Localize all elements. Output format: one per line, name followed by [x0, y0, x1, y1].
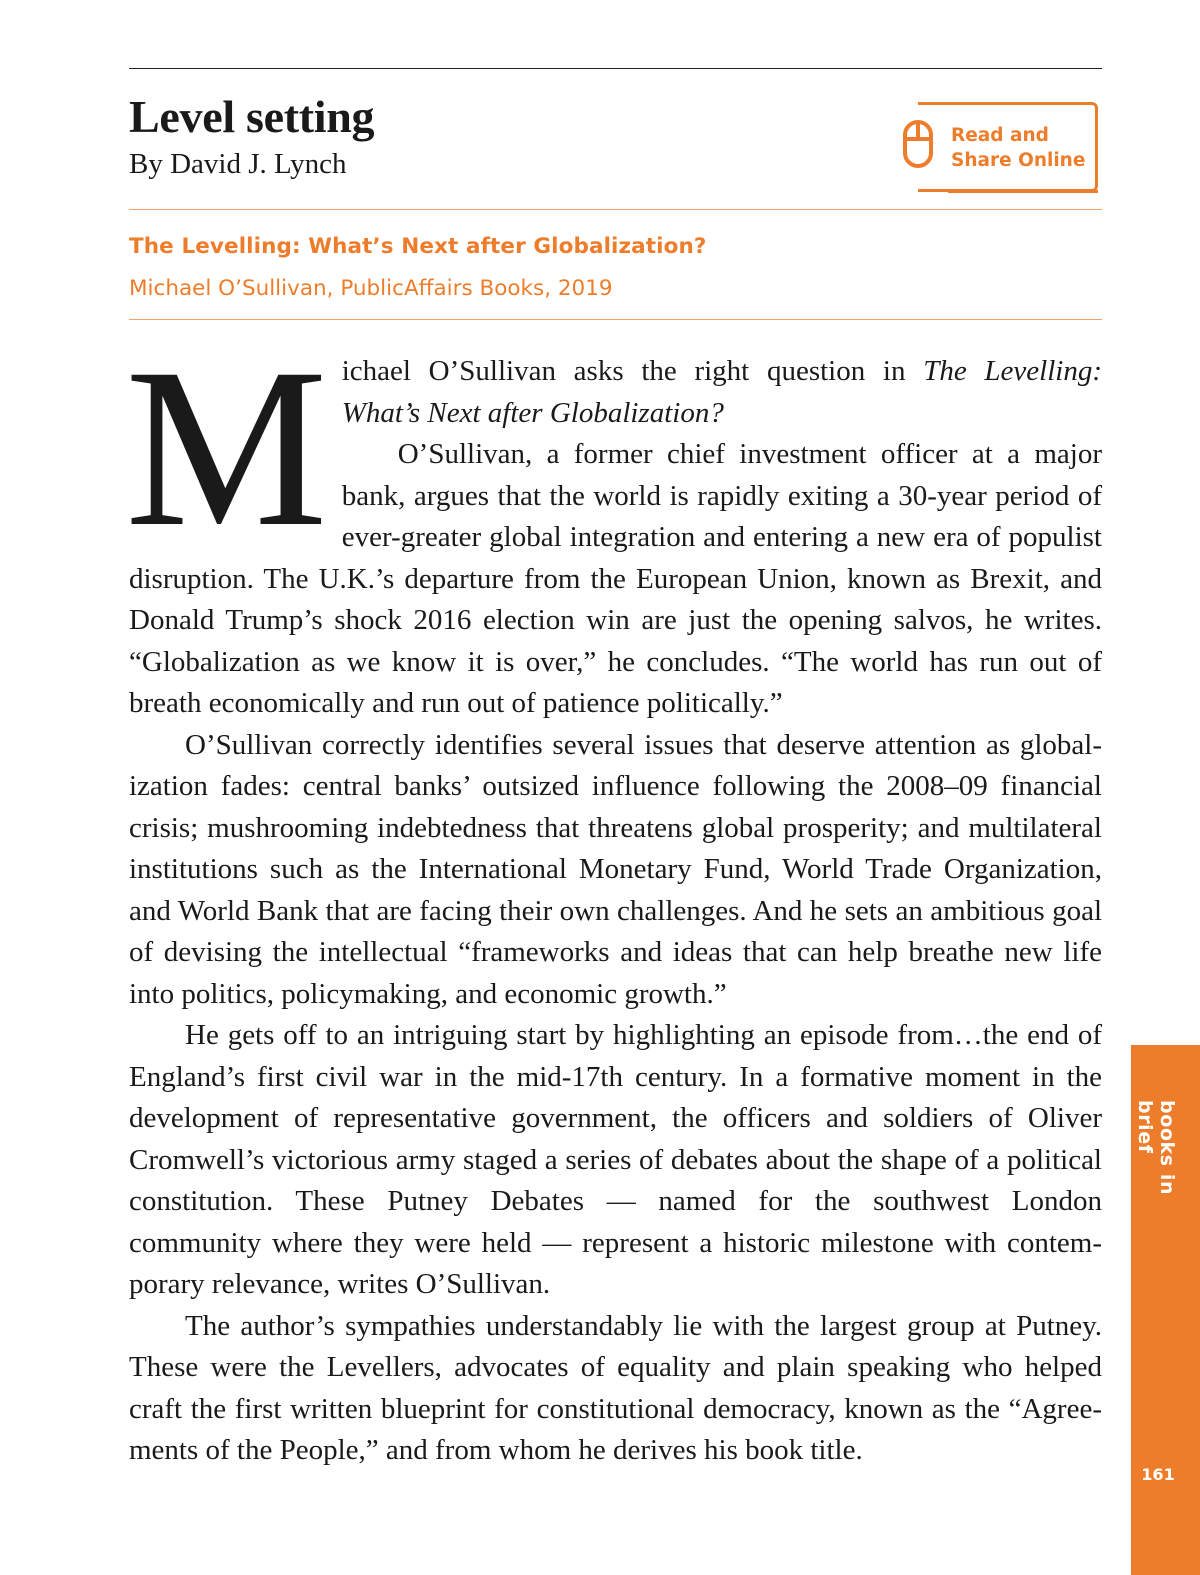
- paragraph-1-text: ichael O’Sullivan asks the right question in: [341, 355, 924, 387]
- mouse-icon: [902, 119, 934, 171]
- paragraph-3: O’Sullivan correctly identifies several issues that deserve attention as globalization fades: central banks’ outsized influence following the 2008–09 financial crisis; mushrooming indebtedness that threatens global prosperity; and multilateral institutions such as the International Monetary Fund, World Trade Organization, and World Bank that are facing their own challenges. And he sets an ambitious goal of devising the intellectual “frameworks and ideas that can help breathe new life into politics, policymaking, and economic growth.”: [129, 728, 1102, 1010]
- paragraph-2: O’Sullivan, a former chief investment officer at a major bank, argues that the world is rapidly exiting a 30-year period of ever-greater global integration and entering a new era of populist disruption. The U.K.’s departure from the European Union, known as Brexit, and Donald Trump’s shock 2016 election win are just the opening salvos, he writes. “Globalization as we know it is over,” he concludes. “The world has run out of breath economically and run out of patience politically.”: [129, 438, 1102, 719]
- orange-divider-bottom: [129, 319, 1102, 320]
- section-label: books in brief: [1134, 1100, 1178, 1196]
- book-meta: Michael O’Sullivan, PublicAffairs Books, 2019: [129, 276, 613, 301]
- paragraph-4: He gets off to an intriguing start by highlighting an episode from…the end of England’s first civil war in the mid-17th century. In a formative moment in the development of representative government, the officers and soldiers of Oliver Cromwell’s victorious army staged a series of debates about the shape of a political constitution. These Putney Debates — named for the southwest London community where they were held — represent a historic milestone with contemporary relevance, writes O’Sullivan.: [129, 1019, 1102, 1300]
- drop-cap: M: [125, 322, 328, 574]
- article-body: [125, 322, 1102, 1472]
- paragraph-5: The author’s sympathies understandably lie with the largest group at Putney. These were the Levellers, advocates of equality and plain speaking who helped craft the first written blueprint for constitutional democracy, known as the “Agreements of the People,” and from whom he derives his book title.: [129, 1309, 1102, 1466]
- orange-divider-top: [129, 209, 1102, 210]
- read-share-online-label[interactable]: [951, 123, 1096, 173]
- top-rule: [129, 68, 1102, 69]
- online-label-line1: Read and: [951, 125, 1049, 146]
- book-title: The Levelling: What’s Next after Globalization?: [129, 234, 707, 259]
- book-title-italic: The Levelling: What’s Next after Globalization?: [341, 355, 1102, 429]
- author-byline: By David J. Lynch: [129, 148, 347, 180]
- online-label-line2: Share Online: [951, 150, 1086, 171]
- page-number: 161: [1141, 1465, 1175, 1484]
- page-title: Level setting: [129, 91, 375, 142]
- paragraph-1: [125, 322, 1102, 574]
